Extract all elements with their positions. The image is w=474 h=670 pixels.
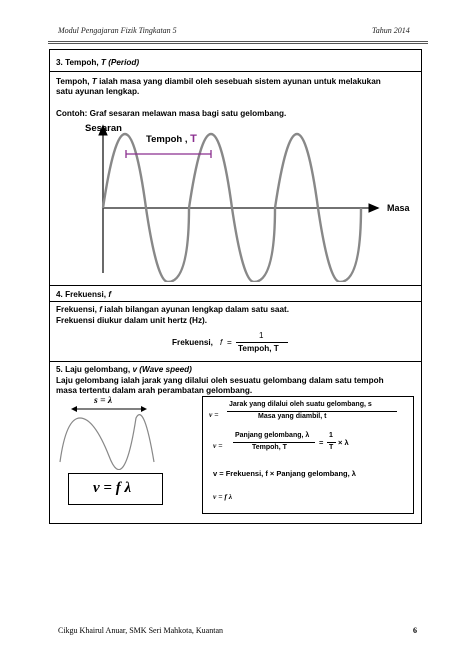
f2-tail: × λ xyxy=(338,438,349,447)
section3-def-symbol: T xyxy=(91,77,97,86)
footer-page-number: 6 xyxy=(413,626,417,635)
graph-period-symbol: T xyxy=(190,133,197,145)
freq-formula-lhs: Frekuensi, xyxy=(172,338,213,347)
section3-definition xyxy=(56,77,381,88)
section4-line1-symbol: f xyxy=(99,305,102,314)
period-graph xyxy=(50,118,421,282)
section4-line1 xyxy=(56,305,289,316)
header-rule-2 xyxy=(48,43,428,44)
section5-title-prefix: 5. Laju gelombang, xyxy=(56,365,131,374)
content-box xyxy=(49,49,422,524)
section5-divider-top xyxy=(50,361,421,362)
f3: v = Frekuensi, f × Panjang gelombang, λ xyxy=(213,469,356,478)
section4-title-symbol: f xyxy=(108,290,112,299)
freq-formula-eq: = xyxy=(227,338,232,347)
wave-speed-formulas xyxy=(202,396,414,514)
wave-speed-box xyxy=(68,473,163,505)
f1-num: Jarak yang dilalui oleh suatu gelombang, s xyxy=(229,401,372,408)
section5-title-symbol: v xyxy=(132,365,137,374)
section3-title-paren: (Period) xyxy=(108,58,140,67)
freq-formula-den: Tempoh, T xyxy=(238,344,279,353)
section3-title-prefix: 3. Tempoh, xyxy=(56,58,99,67)
f2-bar xyxy=(233,442,315,443)
f2-eq: = xyxy=(319,438,324,447)
section5-title-paren: (Wave speed) xyxy=(139,365,192,374)
f1-lhs: v = xyxy=(209,410,219,419)
section4-line2: Frekuensi diukur dalam unit hertz (Hz). xyxy=(56,316,208,325)
wavelength-curve xyxy=(60,415,154,470)
section3-def-rest: ialah masa yang diambil oleh sesebuah sistem ayunan untuk melakukan xyxy=(99,77,381,86)
freq-formula-var: f xyxy=(220,338,223,347)
header-rule xyxy=(48,41,428,42)
f2-num: Panjang gelombang, λ xyxy=(235,432,310,439)
graph-period-label xyxy=(146,134,197,146)
section3-title xyxy=(56,58,139,69)
header-year: Tahun 2014 xyxy=(372,26,410,35)
freq-formula-bar xyxy=(236,342,288,343)
wave-lambda-label: s = λ xyxy=(94,396,113,406)
section4-line1-rest: ialah bilangan ayunan lengkap dalam satu saat. xyxy=(104,305,289,314)
section4-line1-prefix: Frekuensi, xyxy=(56,305,97,314)
footer-author: Cikgu Khairul Anuar, SMK Seri Mahkota, Kuantan xyxy=(58,626,223,635)
f1-bar xyxy=(227,411,397,412)
f1-den: Masa yang diambil, t xyxy=(258,413,327,420)
f2-frac-num: 1 xyxy=(329,432,333,439)
freq-formula-num: 1 xyxy=(259,331,264,340)
section3-def-prefix: Tempoh, xyxy=(56,77,90,86)
wavelength-sketch xyxy=(58,406,164,470)
section3-divider xyxy=(50,71,421,72)
f2-den: Tempoh, T xyxy=(252,444,287,451)
graph-x-label: Masa xyxy=(387,203,410,213)
f2-lhs: v = xyxy=(213,441,223,450)
section4-divider-top xyxy=(50,285,421,286)
wave-speed-box-formula: v = f λ xyxy=(93,480,132,496)
section4-title-prefix: 4. Frekuensi, xyxy=(56,290,107,299)
graph-period-text: Tempoh , xyxy=(146,134,188,145)
section5-line2: masa tertentu dalam arah perambatan gelombang. xyxy=(56,386,253,395)
section5-title xyxy=(56,365,192,376)
header-title: Modul Pengajaran Fizik Tingkatan 5 xyxy=(58,26,177,35)
section3-title-symbol: T xyxy=(100,58,106,67)
graph-y-label: Sesaran xyxy=(85,123,122,134)
section3-example: Contoh: Graf sesaran melawan masa bagi satu gelombang. xyxy=(56,109,287,118)
section4-divider xyxy=(50,301,421,302)
section5-line1: Laju gelombang ialah jarak yang dilalui oleh sesuatu gelombang dalam satu tempoh xyxy=(56,376,384,385)
section4-title xyxy=(56,290,111,301)
f4: v = f λ xyxy=(213,492,233,501)
f2-frac-bar xyxy=(327,442,336,443)
f2-frac-den: T xyxy=(329,444,334,451)
section3-def-line2: satu ayunan lengkap. xyxy=(56,87,140,96)
